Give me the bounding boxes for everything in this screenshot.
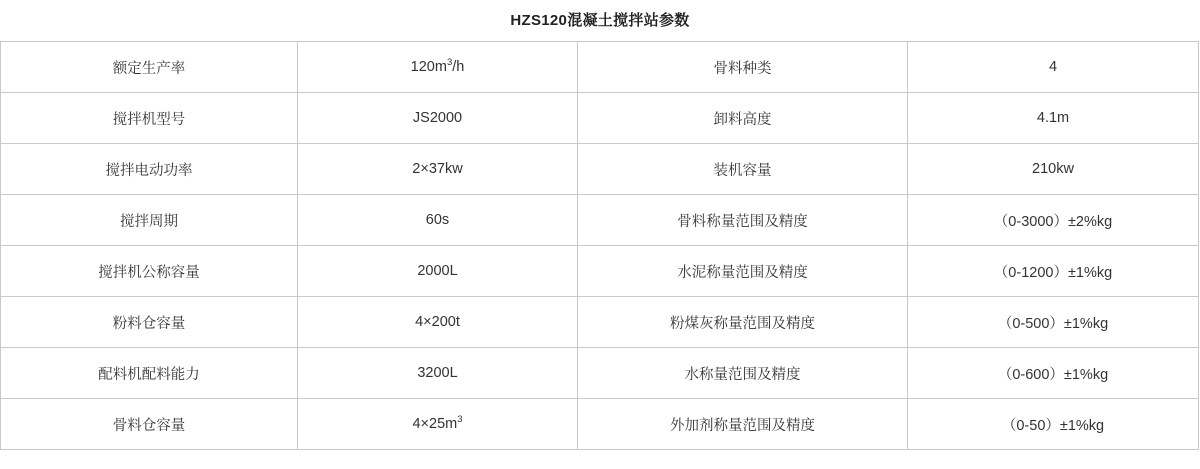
param-label-cell: 粉煤灰称量范围及精度 [578,297,908,348]
table-row [1,399,1199,450]
param-value-cell: 2×37kw [298,144,578,195]
page-title: HZS120混凝土搅拌站参数 [510,12,690,29]
param-value-cell: 60s [298,195,578,246]
param-label-cell: 搅拌机公称容量 [1,246,298,297]
param-label-cell: 骨料称量范围及精度 [578,195,908,246]
table-row [1,195,1199,246]
param-label-cell: 搅拌周期 [1,195,298,246]
table-row [1,144,1199,195]
param-label-cell: 装机容量 [578,144,908,195]
param-value-cell: JS2000 [298,93,578,144]
param-value-cell: 4.1m [908,93,1199,144]
table-row [1,42,1199,93]
param-label-cell: 搅拌机型号 [1,93,298,144]
param-value-cell: $4\times 25m^3$ [298,399,578,450]
table-row [1,93,1199,144]
param-value-cell: $120m^3/h$ [298,42,578,93]
param-label-cell: 水称量范围及精度 [578,348,908,399]
parameters-table [0,41,1199,450]
table-row [1,246,1199,297]
param-label-cell: 配料机配料能力 [1,348,298,399]
table-row [1,297,1199,348]
param-label-cell: 水泥称量范围及精度 [578,246,908,297]
param-value-cell: 4×200t [298,297,578,348]
table-body [1,42,1199,450]
param-label-cell: 粉料仓容量 [1,297,298,348]
param-value-cell: 4 [908,42,1199,93]
param-label-cell: 额定生产率 [1,42,298,93]
param-value-cell: （0-500）±1%kg [908,297,1199,348]
param-value-cell: 3200L [298,348,578,399]
param-value-cell: （0-3000）±2%kg [908,195,1199,246]
param-label-cell: 卸料高度 [578,93,908,144]
param-value-cell: 210kw [908,144,1199,195]
param-value-cell: （0-50）±1%kg [908,399,1199,450]
param-label-cell: 骨料仓容量 [1,399,298,450]
table-row [1,348,1199,399]
param-label-cell: 骨料种类 [578,42,908,93]
param-value-cell: （0-600）±1%kg [908,348,1199,399]
param-value-cell: 2000L [298,246,578,297]
param-label-cell: 搅拌电动功率 [1,144,298,195]
param-value-cell: （0-1200）±1%kg [908,246,1199,297]
param-label-cell: 外加剂称量范围及精度 [578,399,908,450]
